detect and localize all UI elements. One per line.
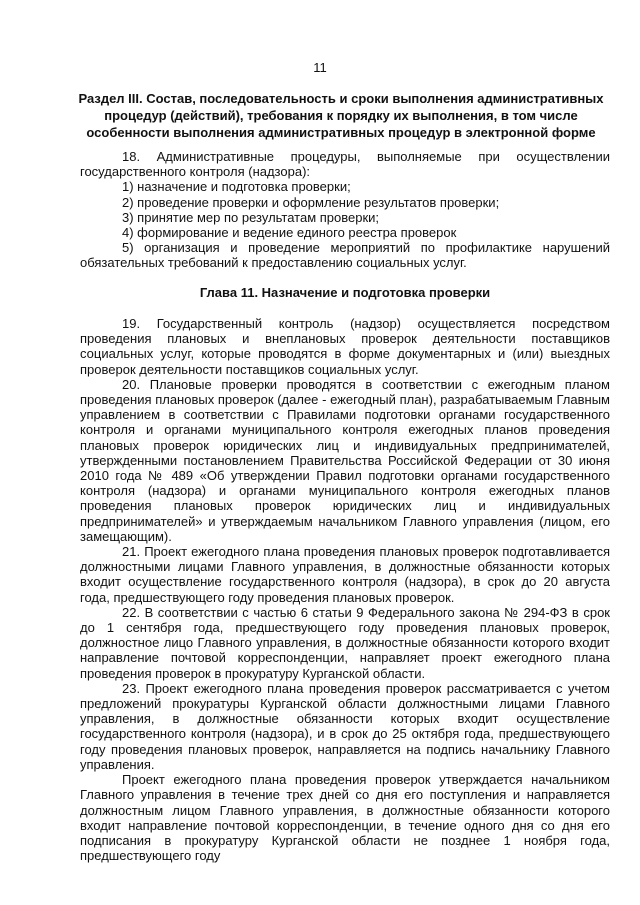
paragraph-19: 19. Государственный контроль (надзор) осуществляется посредством проведения плановых и внеплановых проверок деятельности поставщиков социальных услуг, которые проводятся в форме документарных и (или) выездных проверок деятельности поставщиков социальных услуг. bbox=[80, 316, 610, 377]
section-title-line: процедур (действий), требования к порядку их выполнения, в том числе bbox=[104, 108, 578, 123]
section-title bbox=[78, 90, 604, 141]
procedure-item: 2) проведение проверки и оформление результатов проверки; bbox=[122, 194, 500, 210]
paragraph-23: 23. Проект ежегодного плана проведения проверок рассматривается с учетом предложений прокуратуры Курганской области должностными лицами Главного управления, в должностные обязанности которых входит осуществление государственного контроля (надзора), и в срок до 25 октября года, предшествующего году проведения плановых проверок, направляется на подпись начальнику Главного управления. bbox=[80, 680, 610, 772]
paragraph-18: 18. Административные процедуры, выполняемые при осуществлении государственного контроля (надзора): bbox=[80, 149, 610, 180]
procedure-item: 4) формирование и ведение единого реестра проверок bbox=[122, 225, 457, 241]
paragraph-22: 22. В соответствии с частью 6 статьи 9 Федерального закона № 294-ФЗ в срок до 1 сентября года, предшествующего году проведения плановых проверок, должностное лицо Главного управления, в должностные обязанности которого входит направление почтовой корреспонденции, направляет проект ежегодного плана проведения проверок в прокуратуру Курганской области. bbox=[80, 604, 610, 681]
procedure-item: 5) организация и проведение мероприятий по профилактике нарушений обязательных требований к предоставлению социальных услуг. bbox=[80, 240, 610, 271]
section-title-line: Раздел III. Состав, последовательность и сроки выполнения административных bbox=[78, 91, 604, 106]
section-title-line: особенности выполнения административных процедур в электронной форме bbox=[86, 125, 596, 140]
paragraph-21: 21. Проект ежегодного плана проведения плановых проверок подготавливается должностными лицами Главного управления, в должностные обязанности которых входит осуществление государственного контроля (надзора), в срок до 20 августа года, предшествующего году проведения плановых проверок. bbox=[80, 544, 610, 605]
procedure-item: 3) принятие мер по результатам проверки; bbox=[122, 209, 380, 225]
chapter-title: Глава 11. Назначение и подготовка проверки bbox=[199, 285, 491, 300]
paragraph-20: 20. Плановые проверки проводятся в соответствии с ежегодным планом проведения плановых проверок (далее - ежегодный план), разрабатываемым Главным управлением в соответствии с Правилами подготовки органами государственного контроля и органами муниципального контроля ежегодных планов проведения плановых проверок юридических лиц и индивидуальных предпринимателей, утвержденными постановлением Правительства Российской Федерации от 30 июня 2010 года № 489 «Об утверждении Правил подготовки органами государственного контроля (надзора) и органами муниципального контроля ежегодных планов проведения плановых проверок юридических лиц и индивидуальных предпринимателей» и утверждаемым начальником Главного управления (лицом, его замещающим). bbox=[80, 376, 610, 544]
paragraph-23-continued: Проект ежегодного плана проведения проверок утверждается начальником Главного управления в течение трех дней со дня его поступления и направляется должностным лицом Главного управления, в должностные обязанности которого входит направление почтовой корреспонденции, в течение одного дня со дня его подписания в прокуратуру Курганской области не позднее 1 ноября года, предшествующего году bbox=[80, 772, 610, 864]
procedure-item: 1) назначение и подготовка проверки; bbox=[122, 179, 351, 195]
procedures-block bbox=[80, 149, 610, 271]
page-number: 11 bbox=[313, 60, 327, 75]
chapter-body bbox=[80, 316, 610, 863]
